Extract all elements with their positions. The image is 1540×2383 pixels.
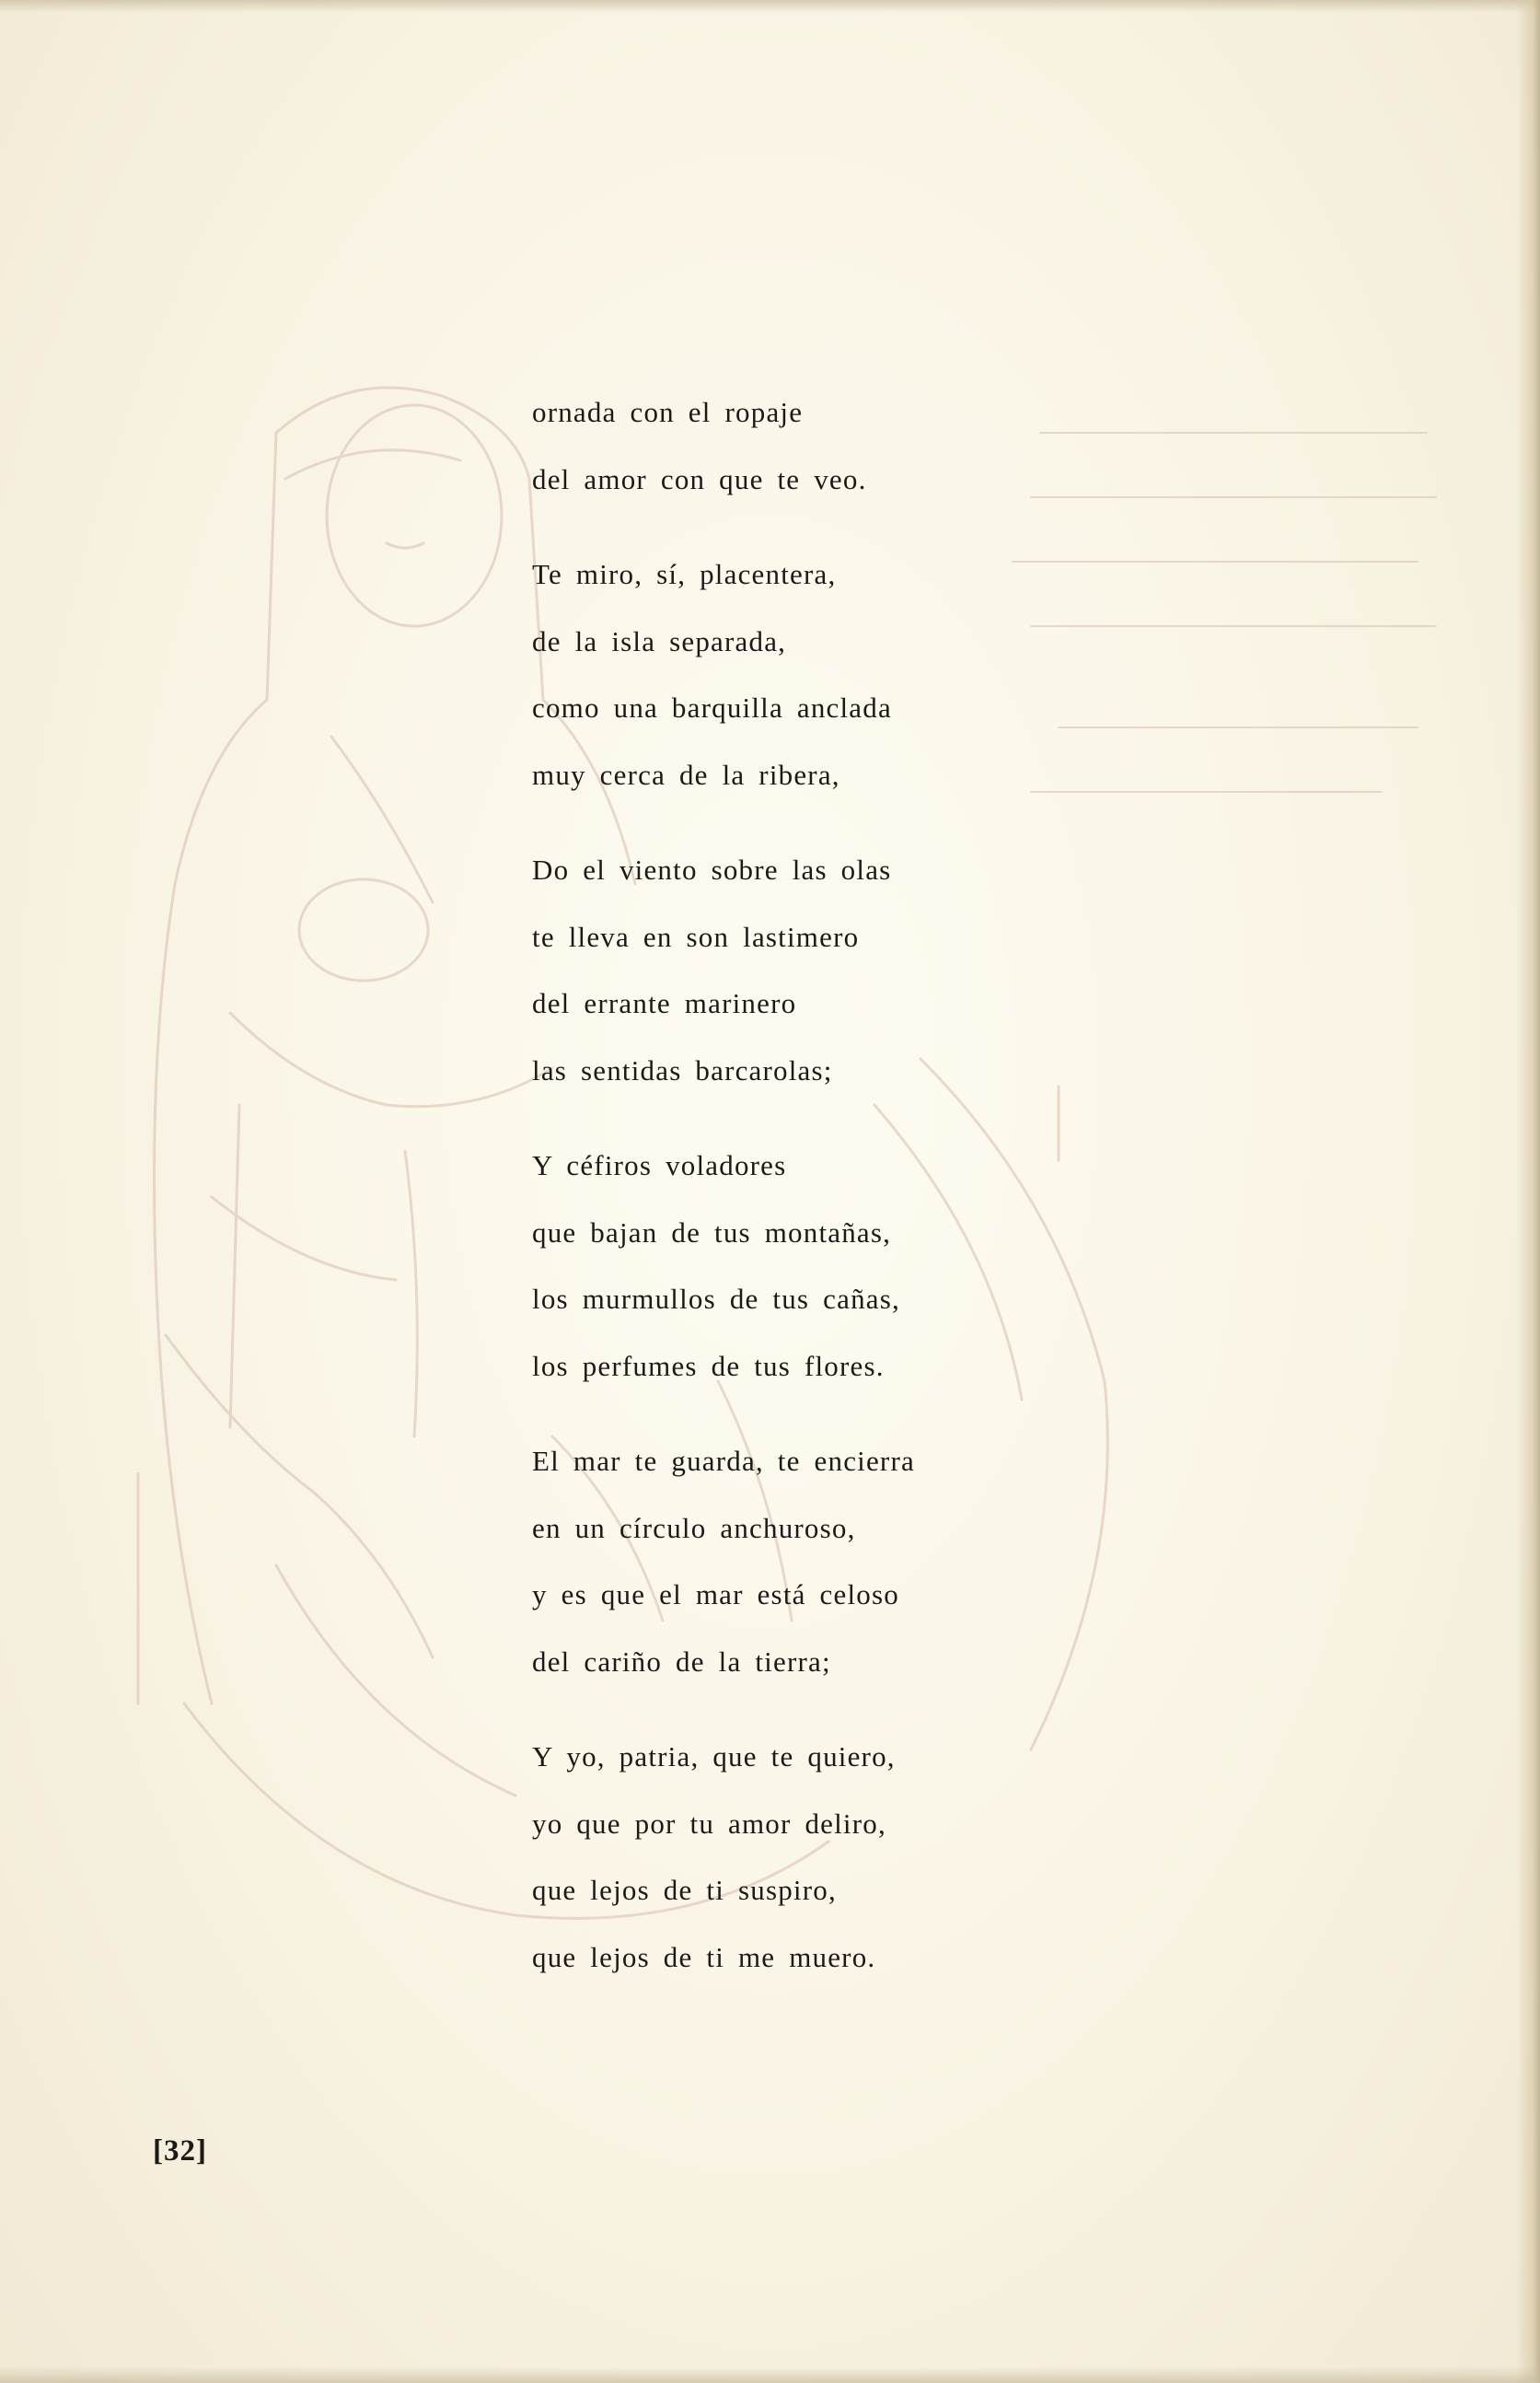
page-edge-top <box>0 0 1540 13</box>
poem-stanza <box>532 547 1048 814</box>
poem-line: Y céfiros voladores <box>532 1149 787 1181</box>
poem-line: Do el viento sobre las olas <box>532 854 892 886</box>
poem-line: y es que el mar está celoso <box>532 1578 899 1610</box>
poem-line: que lejos de ti me muero. <box>532 1940 876 1973</box>
page-number: [32] <box>153 2134 207 2168</box>
poem-line: los perfumes de tus flores. <box>532 1349 885 1382</box>
poem-line: del amor con que te veo. <box>532 462 867 495</box>
poem-line: que bajan de tus montañas, <box>532 1215 892 1249</box>
poem-stanza <box>532 843 1048 1110</box>
poem-line: Te miro, sí, placentera, <box>532 558 837 590</box>
page-edge-right <box>1516 0 1540 2383</box>
poem-line: de la isla separada, <box>532 624 787 657</box>
poem-line: que lejos de ti suspiro, <box>532 1874 837 1906</box>
poem-line: en un círculo anchuroso, <box>532 1511 856 1544</box>
poem-line: ornada con el ropaje <box>532 396 804 428</box>
poem-stanza <box>532 1729 1048 1996</box>
poem-stanza <box>532 1138 1048 1405</box>
poem-line: las sentidas barcarolas; <box>532 1053 833 1087</box>
poem-line: Y yo, patria, que te quiero, <box>532 1740 896 1773</box>
poem-line: muy cerca de la ribera, <box>532 758 840 791</box>
poem-line: del errante marinero <box>532 987 797 1019</box>
poem-line: como una barquilla anclada <box>532 692 892 724</box>
poem-body <box>532 385 1048 2025</box>
poem-line: yo que por tu amor deliro, <box>532 1807 886 1840</box>
poem-stanza <box>532 385 1048 518</box>
poem-line: El mar te guarda, te encierra <box>532 1445 915 1477</box>
poem-line: te lleva en son lastimero <box>532 920 860 953</box>
poem-line: del cariño de la tierra; <box>532 1645 831 1678</box>
poem-stanza <box>532 1434 1048 1701</box>
page-edge-bottom <box>0 2366 1540 2383</box>
poem-line: los murmullos de tus cañas, <box>532 1283 900 1315</box>
